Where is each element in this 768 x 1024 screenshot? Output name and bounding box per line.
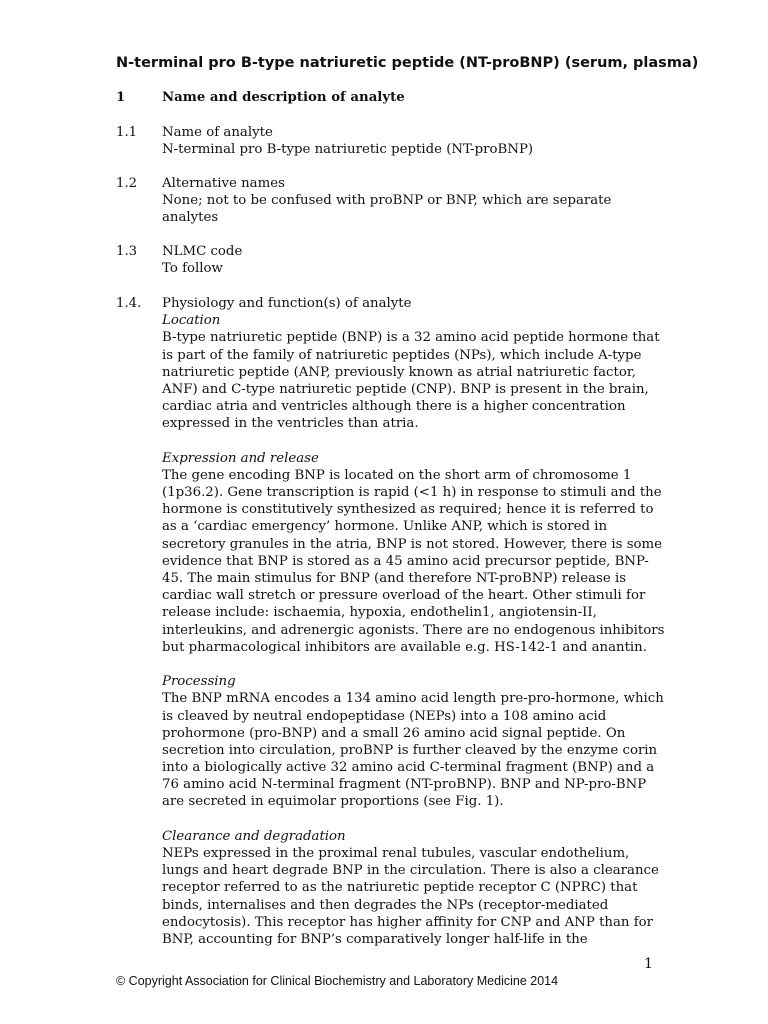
- paragraph-line: is cleaved by neutral endopeptidase (NEPs) into a 108 amino acid: [162, 708, 607, 724]
- paragraph-line: secretory granules in the atria, BNP is not stored. However, there is some: [162, 536, 663, 552]
- paragraph-line: prohormone (pro-BNP) and a small 26 amino acid signal peptide. On: [162, 725, 626, 741]
- paragraph-line: (1p36.2). Gene transcription is rapid (<1 h) in response to stimuli and the: [162, 485, 662, 501]
- paragraph-line: ANF) and C-type natriuretic peptide (CNP). BNP is present in the brain,: [162, 381, 649, 397]
- paragraph-line: 45. The main stimulus for BNP (and therefore NT-proBNP) release is: [162, 571, 627, 586]
- paragraph-line: None; not to be confused with proBNP or BNP, which are separate: [162, 193, 612, 209]
- paragraph-line: evidence that BNP is stored as a 45 amino acid precursor peptide, BNP-: [162, 553, 649, 569]
- paragraph-line: BNP, accounting for BNP’s comparatively longer half-life in the: [162, 931, 588, 947]
- paragraph-line: into a biologically active 32 amino acid C-terminal fragment (BNP) and a: [162, 760, 655, 776]
- page-number: 1: [644, 956, 653, 972]
- paragraph-gap: [162, 656, 672, 673]
- paragraph-line: cardiac atria and ventricles although there is a higher concentration: [162, 399, 626, 415]
- paragraph-line: analytes: [162, 210, 219, 226]
- section-heading: Physiology and function(s) of analyte: [162, 296, 412, 311]
- paragraph-line: are secreted in equimolar proportions (see Fig. 1).: [162, 794, 504, 810]
- paragraph-line: N-terminal pro B-type natriuretic peptide (NT-proBNP): [162, 142, 534, 158]
- paragraph-line: release include: ischaemia, hypoxia, endothelin1, angiotensin-II,: [162, 605, 597, 621]
- section-number: 1.2: [116, 176, 138, 191]
- paragraph-line: is part of the family of natriuretic peptides (NPs), which include A-type: [162, 347, 642, 363]
- section-number: 1: [116, 90, 126, 105]
- paragraph-line: cardiac wall stretch or pressure overload of the heart. Other stimuli for: [162, 588, 646, 604]
- paragraph-line: expressed in the ventricles than atria.: [162, 416, 419, 432]
- paragraph-line: binds, internalises and then degrades the NPs (receptor-mediated: [162, 897, 609, 913]
- section-heading: Alternative names: [162, 176, 285, 191]
- paragraph-gap: [162, 811, 672, 828]
- paragraph-line: natriuretic peptide (ANP, previously known as atrial natriuretic factor,: [162, 364, 636, 380]
- paragraph-line: interleukins, and adrenergic agonists. There are no endogenous inhibitors: [162, 622, 665, 638]
- section-heading: Name of analyte: [162, 125, 273, 140]
- paragraph-line: NEPs expressed in the proximal renal tubules, vascular endothelium,: [162, 846, 630, 861]
- paragraph-line: The gene encoding BNP is located on the short arm of chromosome 1: [162, 467, 632, 483]
- paragraph-line: endocytosis). This receptor has higher affinity for CNP and ANP than for: [162, 914, 653, 930]
- section-number: 1.4.: [116, 296, 142, 311]
- subheading-processing: Processing: [162, 674, 236, 690]
- subheading-clearance: Clearance and degradation: [162, 828, 346, 844]
- subheading-location: Location: [162, 313, 221, 329]
- paragraph-line: The BNP mRNA encodes a 134 amino acid length pre-pro-hormone, which: [162, 691, 664, 707]
- section-heading: NLMC code: [162, 244, 243, 259]
- section-heading: Name and description of analyte: [162, 90, 405, 105]
- paragraph-line: B-type natriuretic peptide (BNP) is a 32 amino acid peptide hormone that: [162, 330, 660, 346]
- paragraph-line: lungs and heart degrade BNP in the circulation. There is also a clearance: [162, 863, 659, 879]
- paragraph-line: but pharmacological inhibitors are available e.g. HS-142-1 and anantin.: [162, 639, 647, 655]
- subheading-expression: Expression and release: [162, 450, 319, 466]
- paragraph-gap: [162, 433, 672, 450]
- copyright-footer: © Copyright Association for Clinical Biochemistry and Laboratory Medicine 2014: [116, 974, 559, 988]
- paragraph-line: hormone is constitutively synthesized as required; hence it is referred to: [162, 502, 654, 518]
- paragraph-line: 76 amino acid N-terminal fragment (NT-proBNP). BNP and NP-pro-BNP: [162, 777, 647, 793]
- paragraph-line: receptor referred to as the natriuretic peptide receptor C (NPRC) that: [162, 880, 638, 896]
- paragraph-line: To follow: [162, 261, 223, 277]
- paragraph-line: secretion into circulation, proBNP is further cleaved by the enzyme corin: [162, 742, 658, 758]
- section-number: 1.1: [116, 125, 138, 140]
- paragraph-line: as a ‘cardiac emergency’ hormone. Unlike ANP, which is stored in: [162, 519, 608, 535]
- section-number: 1.3: [116, 244, 138, 259]
- document-title: N-terminal pro B-type natriuretic peptide (NT-proBNP) (serum, plasma): [116, 55, 699, 71]
